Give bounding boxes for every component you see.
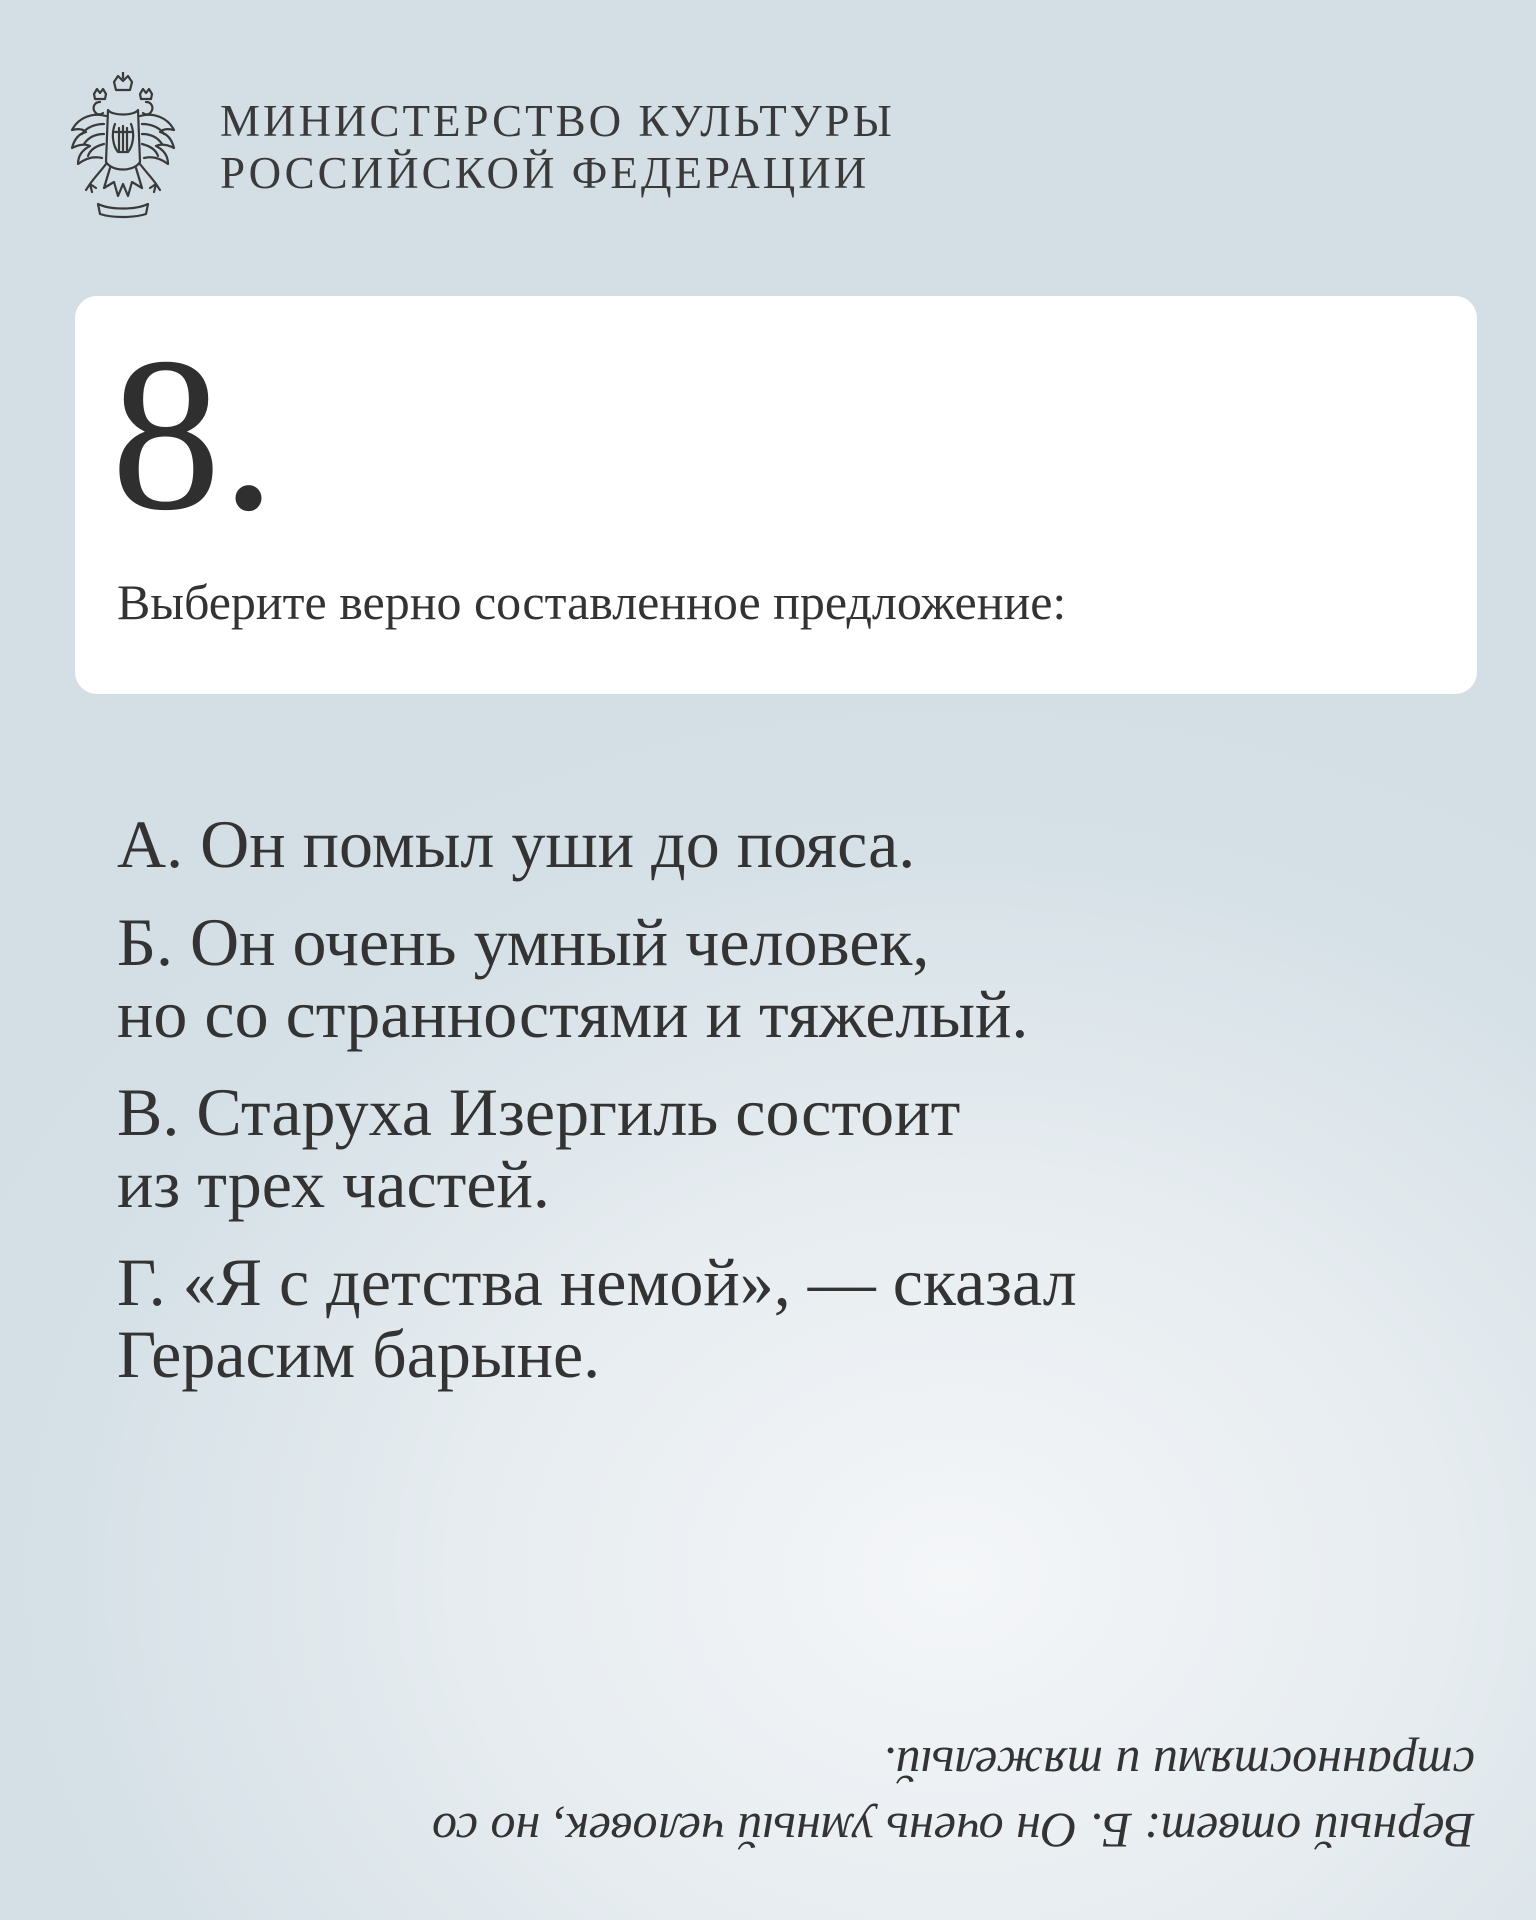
question-prompt: Выберите верно составленное предложение: [117, 574, 1067, 630]
option-c-line2: из трех частей. [117, 1146, 550, 1222]
question-number: 8. [111, 312, 276, 556]
option-a [117, 808, 1417, 880]
answer-options [117, 808, 1417, 1416]
option-d-line2: Герасим барыне. [117, 1316, 601, 1392]
option-d [117, 1246, 1417, 1390]
question-card [75, 296, 1477, 694]
option-b-line1: Б. Он очень умный человек, [117, 904, 930, 980]
option-c-line1: В. Старуха Изергиль состоит [117, 1074, 961, 1150]
ministry-name-line1: МИНИСТЕРСТВО КУЛЬТУРЫ [220, 96, 895, 146]
answer-line2: странностями и тяжелый. [883, 1737, 1475, 1793]
answer-line1: Верный ответ: Б. Он очень умный человек, но со [432, 1803, 1475, 1859]
option-d-line1: Г. «Я с детства немой», — сказал [117, 1244, 1077, 1320]
option-b [117, 906, 1417, 1050]
header [68, 72, 895, 222]
option-a-line1: А. Он помыл уши до пояса. [117, 806, 916, 882]
option-c [117, 1076, 1417, 1220]
ministry-name-line2: РОССИЙСКОЙ ФЕДЕРАЦИИ [220, 148, 870, 198]
upside-down-answer [230, 1732, 1475, 1864]
double-headed-eagle-emblem-icon [68, 72, 178, 222]
ministry-name [220, 95, 895, 199]
option-b-line2: но со странностями и тяжелый. [117, 976, 1029, 1052]
